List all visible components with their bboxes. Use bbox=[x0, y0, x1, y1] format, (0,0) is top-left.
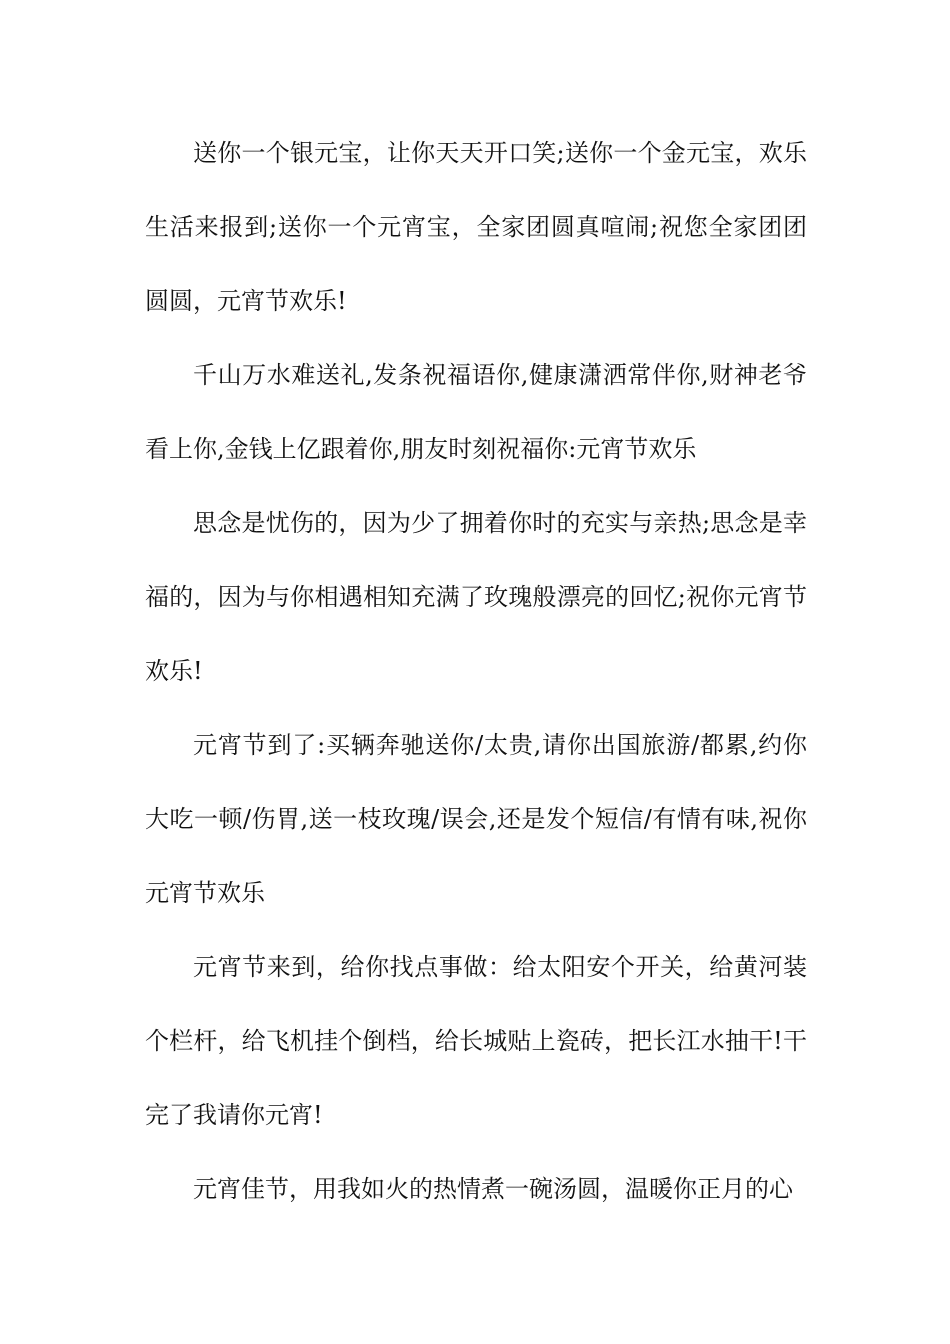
paragraph-6: 元宵佳节，用我如火的热情煮一碗汤圆，温暖你正月的心 bbox=[193, 1175, 793, 1203]
paragraph-1: 送你一个银元宝，让你天天开口笑;送你一个金元宝，欢乐生活来报到;送你一个元宵宝，全家团圆真喧闹;祝您全家团团圆圆，元宵节欢乐! bbox=[145, 139, 807, 315]
paragraph-5: 元宵节来到，给你找点事做：给太阳安个开关，给黄河装个栏杆，给飞机挂个倒档，给长城贴上瓷砖，把长江水抽干!干完了我请你元宵! bbox=[145, 953, 807, 1129]
paragraph-4: 元宵节到了:买辆奔驰送你/太贵,请你出国旅游/都累,约你大吃一顿/伤胃,送一枝玫瑰/误会,还是发个短信/有情有味,祝你元宵节欢乐 bbox=[145, 731, 807, 907]
paragraph-2: 千山万水难送礼,发条祝福语你,健康潇洒常伴你,财神老爷看上你,金钱上亿跟着你,朋友时刻祝福你:元宵节欢乐 bbox=[145, 361, 807, 463]
paragraph-3: 思念是忧伤的，因为少了拥着你时的充实与亲热;思念是幸福的，因为与你相遇相知充满了玫瑰般漂亮的回忆;祝你元宵节欢乐! bbox=[145, 509, 807, 685]
document-body bbox=[145, 116, 807, 1226]
